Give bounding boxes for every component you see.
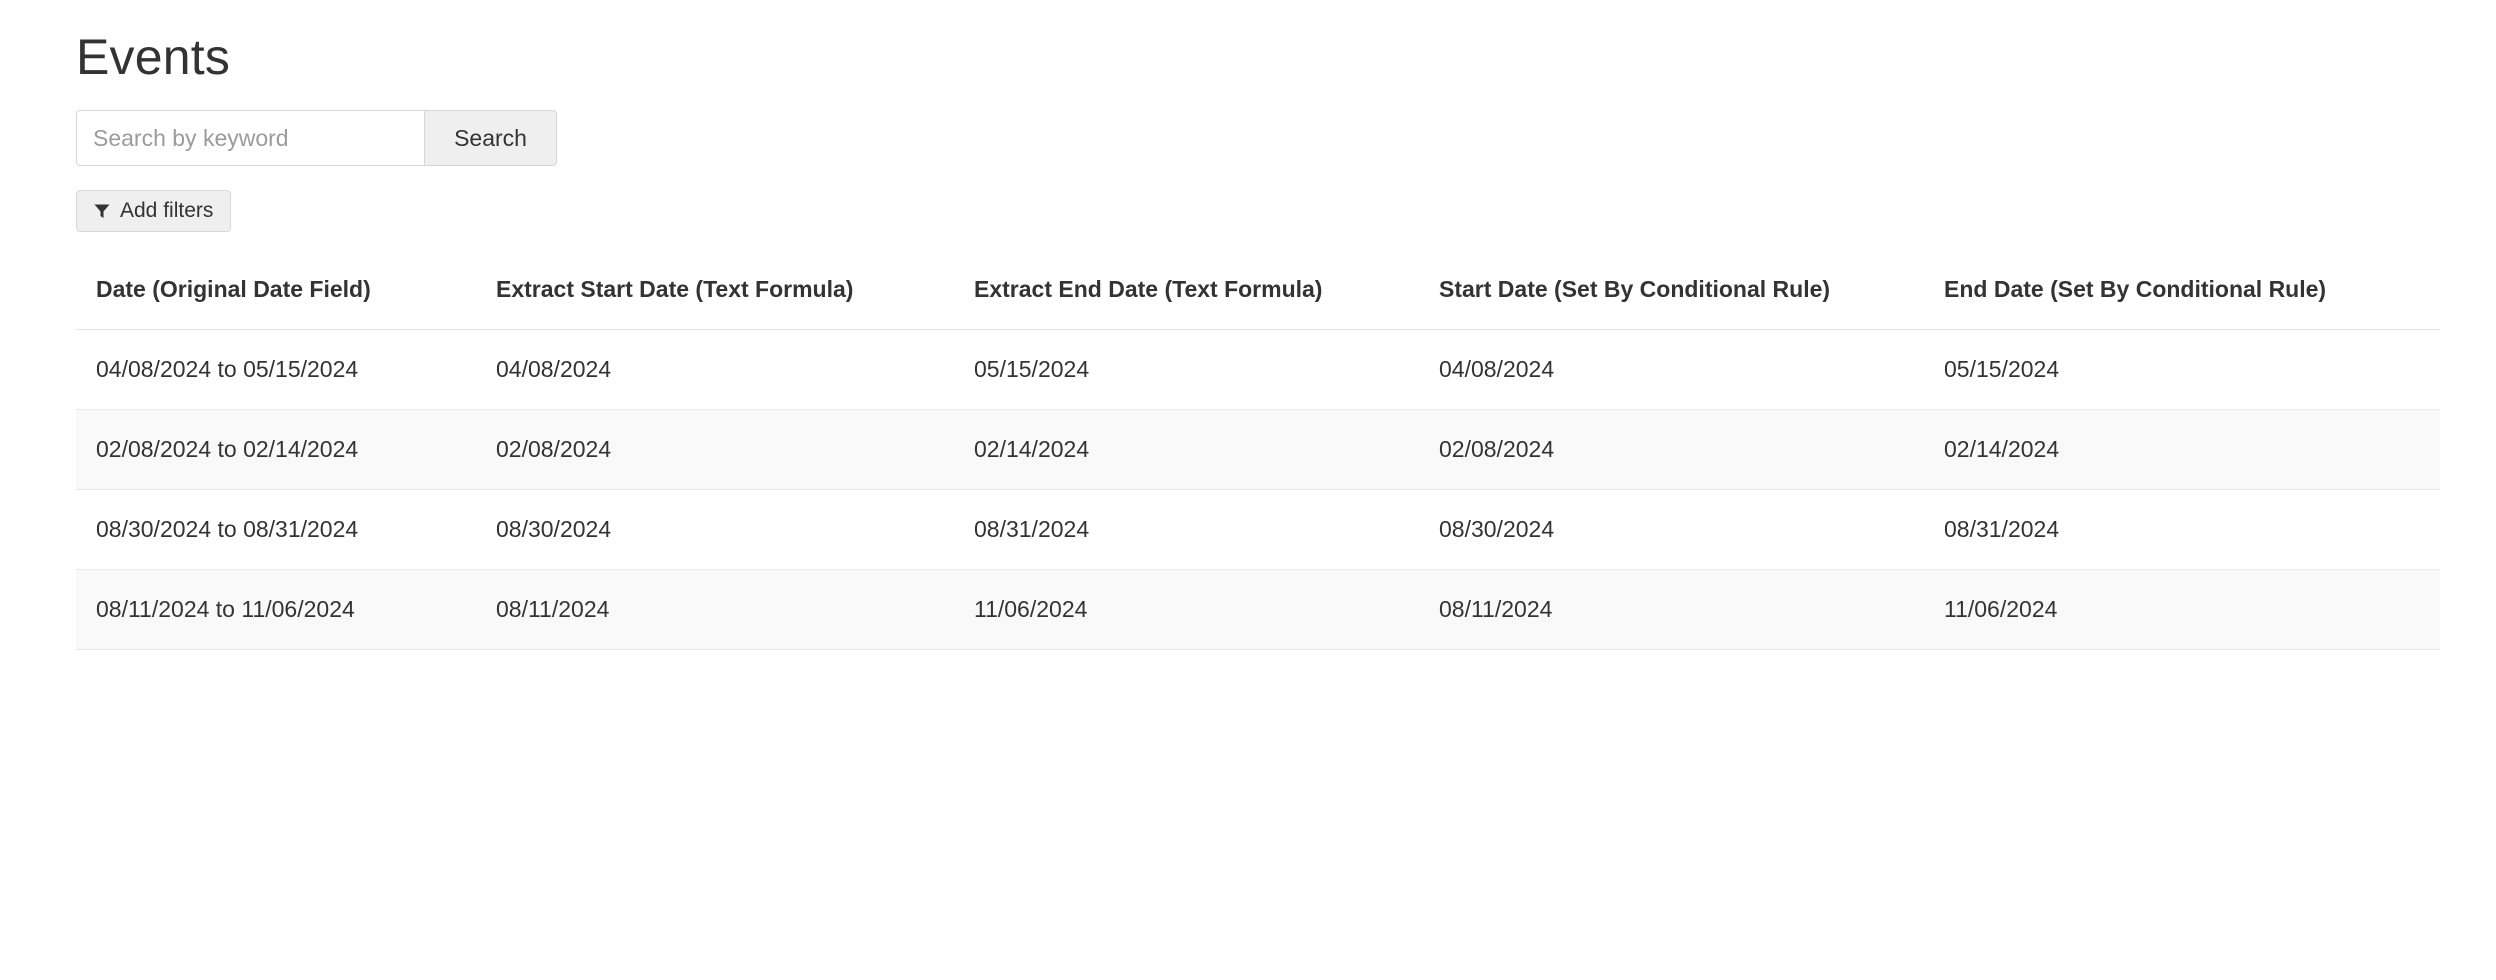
cell-start-rule: 08/11/2024 [1419, 570, 1924, 650]
table-header-row [76, 268, 2440, 330]
cell-start-rule: 04/08/2024 [1419, 330, 1924, 410]
column-header-start-date-rule[interactable]: Start Date (Set By Conditional Rule) [1419, 268, 1924, 330]
search-input[interactable] [76, 110, 424, 166]
table-row[interactable] [76, 570, 2440, 650]
cell-extract-start: 08/11/2024 [476, 570, 954, 650]
cell-extract-end: 02/14/2024 [954, 410, 1419, 490]
cell-end-rule: 11/06/2024 [1924, 570, 2440, 650]
page-title: Events [76, 29, 231, 85]
events-table-wrapper [76, 268, 2440, 650]
cell-start-rule: 08/30/2024 [1419, 490, 1924, 570]
cell-date-original: 08/11/2024 to 11/06/2024 [76, 570, 476, 650]
cell-extract-end: 05/15/2024 [954, 330, 1419, 410]
cell-end-rule: 08/31/2024 [1924, 490, 2440, 570]
funnel-icon [94, 203, 110, 219]
table-row[interactable] [76, 410, 2440, 490]
cell-end-rule: 02/14/2024 [1924, 410, 2440, 490]
cell-extract-start: 02/08/2024 [476, 410, 954, 490]
events-table [76, 268, 2440, 650]
search-bar [76, 110, 2496, 166]
column-header-extract-start-date[interactable]: Extract Start Date (Text Formula) [476, 268, 954, 330]
cell-extract-start: 08/30/2024 [476, 490, 954, 570]
table-header [76, 268, 2440, 330]
add-filters-label: Add filters [120, 199, 214, 222]
cell-extract-end: 08/31/2024 [954, 490, 1419, 570]
cell-end-rule: 05/15/2024 [1924, 330, 2440, 410]
table-body [76, 330, 2440, 650]
column-header-end-date-rule[interactable]: End Date (Set By Conditional Rule) [1924, 268, 2440, 330]
cell-start-rule: 02/08/2024 [1419, 410, 1924, 490]
cell-extract-end: 11/06/2024 [954, 570, 1419, 650]
column-header-extract-end-date[interactable]: Extract End Date (Text Formula) [954, 268, 1419, 330]
cell-date-original: 08/30/2024 to 08/31/2024 [76, 490, 476, 570]
add-filters-button[interactable] [76, 190, 231, 232]
cell-date-original: 02/08/2024 to 02/14/2024 [76, 410, 476, 490]
table-row[interactable] [76, 490, 2440, 570]
cell-extract-start: 04/08/2024 [476, 330, 954, 410]
search-button[interactable]: Search [424, 110, 557, 166]
cell-date-original: 04/08/2024 to 05/15/2024 [76, 330, 476, 410]
column-header-date-original[interactable]: Date (Original Date Field) [76, 268, 476, 330]
table-row[interactable] [76, 330, 2440, 410]
